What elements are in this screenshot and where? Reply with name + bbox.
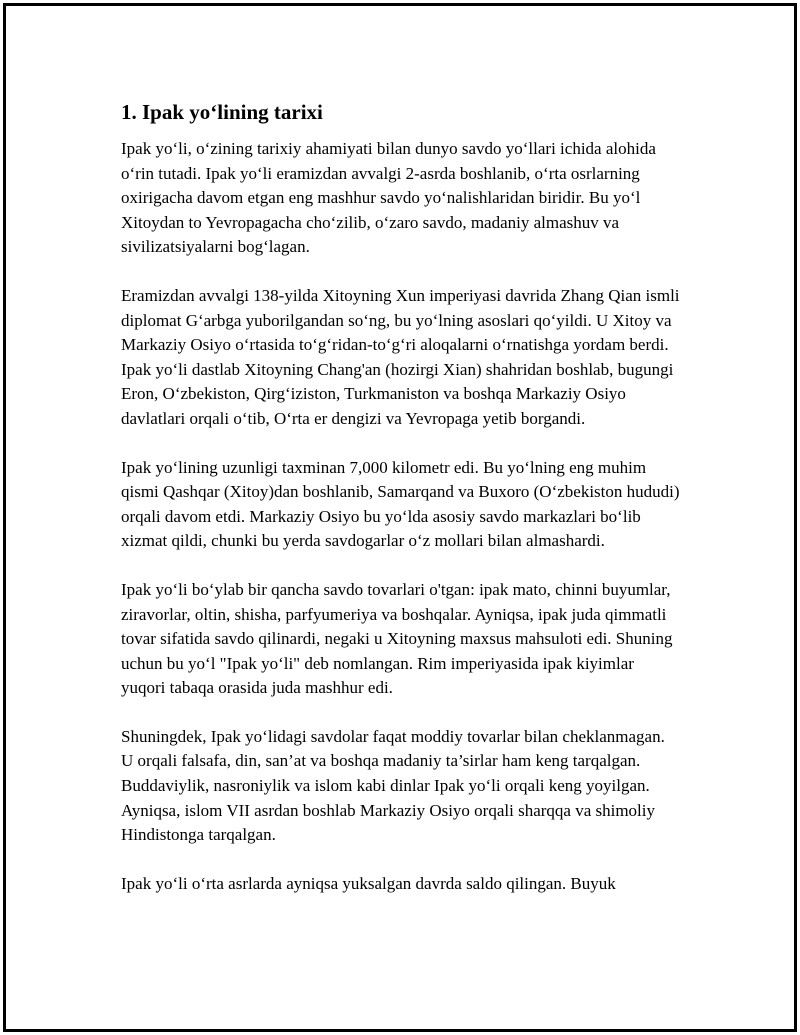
document-body [121, 98, 681, 920]
paragraph-3: Ipak yo‘lining uzunligi taxminan 7,000 kilometr edi. Bu yo‘lning eng muhim qismi Qashqar (Xitoy)dan boshlanib, Samarqand va Buxoro (O‘zbekiston hududi) orqali davom etdi. Markaziy Osiyo bu yo‘lda asosiy savdo markazlari bo‘lib xizmat qildi, chunki bu yerda savdogarlar o‘z mollari bilan almashardi. [121, 457, 680, 551]
page-frame [3, 3, 797, 1032]
paragraph-2: Eramizdan avvalgi 138-yilda Xitoyning Xun imperiyasi davrida Zhang Qian ismli diplomat G‘arbga yuborilgandan so‘ng, bu yo‘lning asoslari qo‘yildi. U Xitoy va Markaziy Osiyo o‘rtasida to‘g‘ridan-to‘g‘ri aloqalarni o‘rnatishga yordam berdi. Ipak yo‘li dastlab Xitoyning Chang'an (hozirgi Xian) shahridan boshlab, bugungi Eron, O‘zbekiston, Qirg‘iziston, Turkmaniston va boshqa Markaziy Osiyo davlatlari orqali o‘tib, O‘rta er dengizi va Yevropaga yetib borgandi. [121, 285, 680, 428]
paragraph-1: Ipak yo‘li, o‘zining tarixiy ahamiyati bilan dunyo savdo yo‘llari ichida alohida o‘rin tutadi. Ipak yo‘li eramizdan avvalgi 2-asrda boshlanib, o‘rta osrlarning oxirigacha davom etgan eng mashhur savdo yo‘nalishlaridan biridir. Bu yo‘l Xitoydan to Yevropagacha cho‘zilib, o‘zaro savdo, madaniy almashuv va sivilizatsiyalarni bog‘lagan. [121, 139, 656, 257]
paragraph-5: Shuningdek, Ipak yo‘lidagi savdolar faqat moddiy tovarlar bilan cheklanmagan. U orqali falsafa, din, san’at va boshqa madaniy ta’sirlar ham keng tarqalgan. Buddaviylik, nasroniylik va islom kabi dinlar Ipak yo‘li orqali keng yoyilgan. Ayniqsa, islom VII asrdan boshlab Markaziy Osiyo orqali sharqqa va shimoliy Hindistonga tarqalgan. [121, 726, 665, 845]
paragraph-4: Ipak yo‘li bo‘ylab bir qancha savdo tovarlari o'tgan: ipak mato, chinni buyumlar, ziravorlar, oltin, shisha, parfyumeriya va boshqalar. Ayniqsa, ipak juda qimmatli tovar sifatida savdo qilinardi, negaki u Xitoyning maxsus mahsuloti edi. Shuning uchun bu yo‘l "Ipak yo‘li" deb nomlangan. Rim imperiyasida ipak kiyimlar yuqori tabaqa orasida juda mashhur edi. [121, 579, 673, 698]
section-heading: 1. Ipak yo‘lining tarixi [121, 100, 323, 124]
paragraph-6: Ipak yo‘li o‘rta asrlarda ayniqsa yuksalgan davrda saldo qilingan. Buyuk [121, 873, 616, 893]
